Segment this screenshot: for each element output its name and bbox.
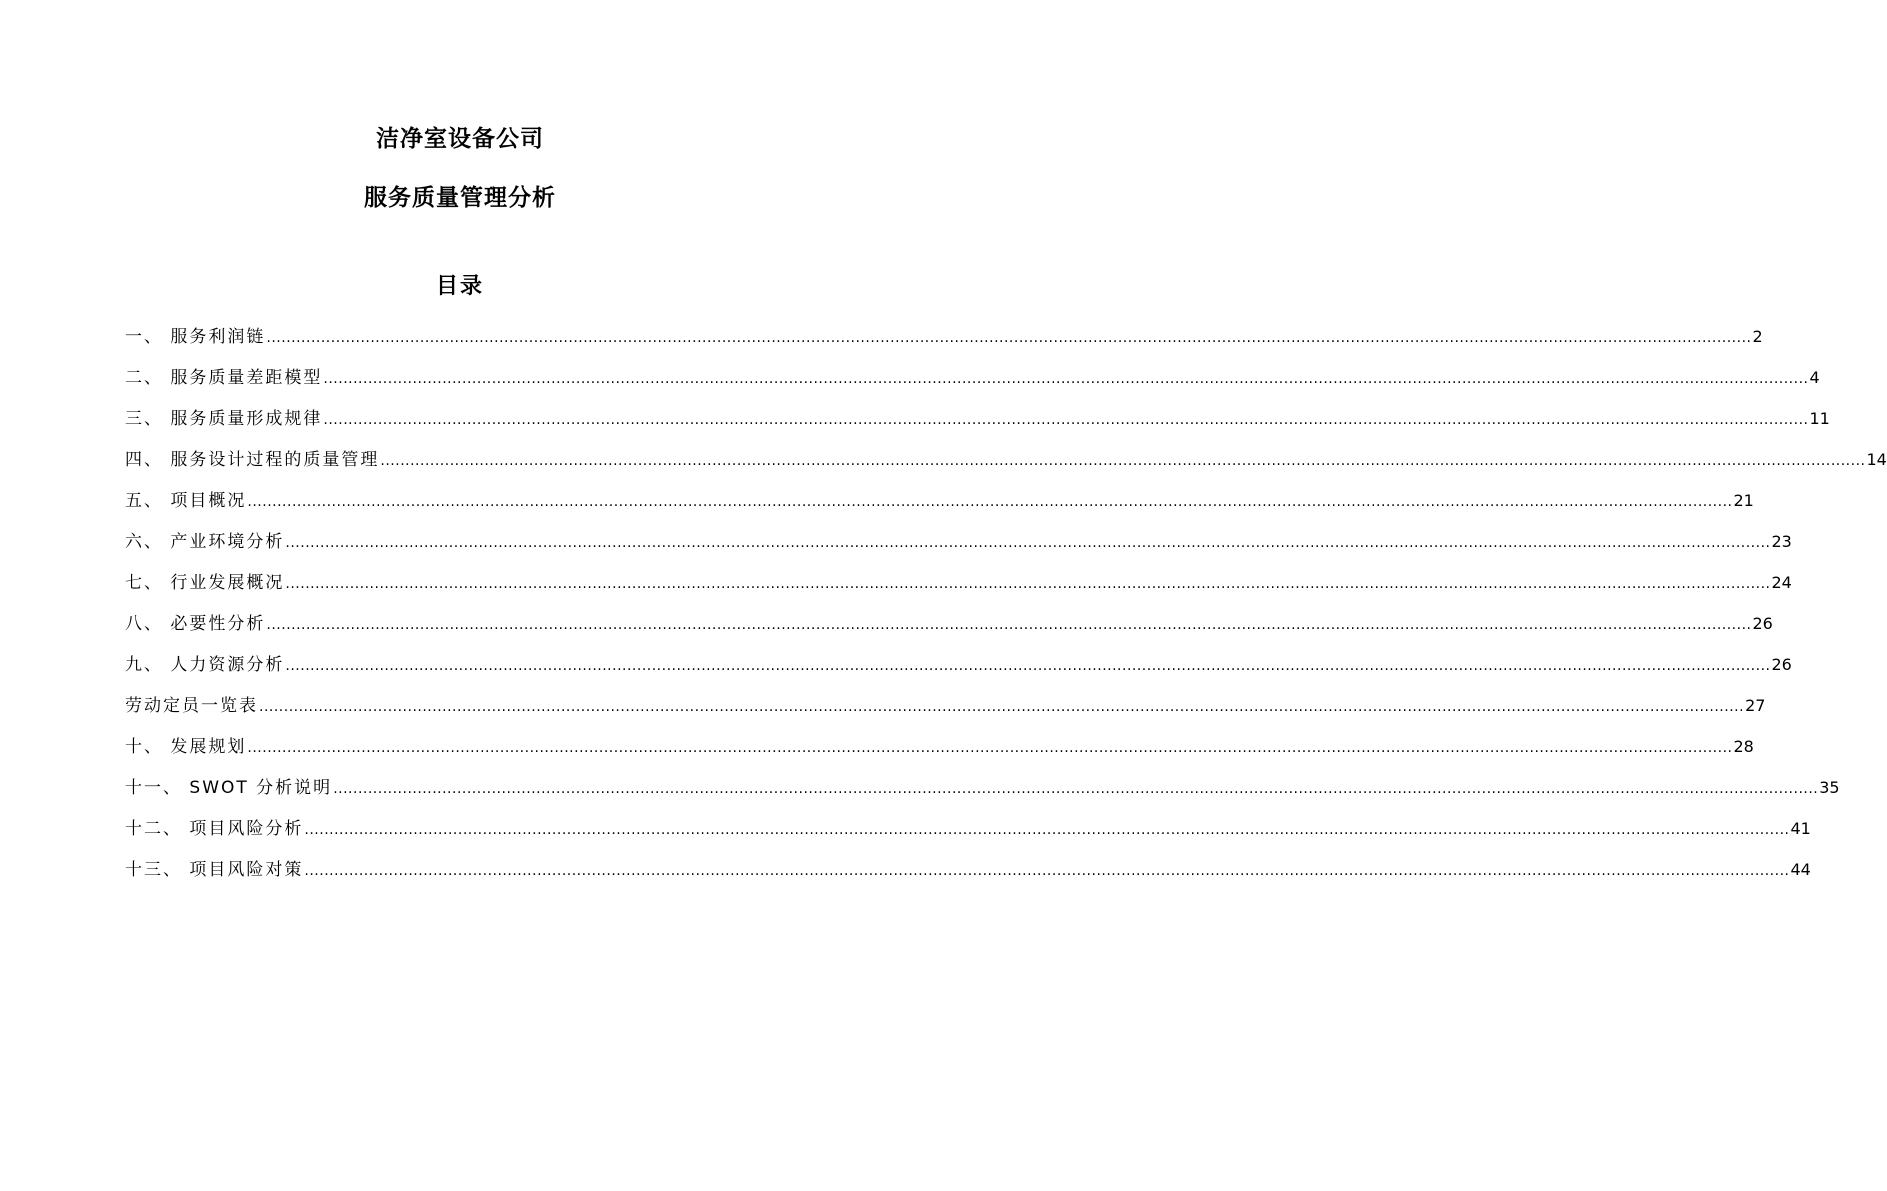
toc-entry-page: 44 — [1790, 860, 1811, 879]
toc-entry-page: 26 — [1771, 655, 1792, 674]
toc-entry-label: 三、 服务质量形成规律 — [125, 409, 323, 429]
toc-entry-label: 劳动定员一览表 — [125, 696, 258, 716]
toc-leader-dots: ............................................................................................................................................................................................................................................................................................................ — [380, 453, 1866, 469]
toc-entry-page: 2 — [1752, 327, 1763, 346]
toc-entry-page: 27 — [1745, 696, 1766, 715]
toc-entry-label: 二、 服务质量差距模型 — [125, 368, 323, 388]
toc-entry-page: 14 — [1866, 450, 1887, 469]
toc-heading: 目录 — [435, 274, 484, 299]
toc-entry-label: 十一、 SWOT 分析说明 — [125, 778, 333, 798]
table-of-contents — [125, 324, 1887, 898]
toc-leader-dots: ............................................................................................................................................................................................................................................................................................................ — [266, 330, 1752, 346]
toc-entry-page: 26 — [1752, 614, 1773, 633]
toc-entry[interactable] — [125, 570, 1792, 611]
toc-leader-dots: ............................................................................................................................................................................................................................................................................................................ — [285, 658, 1771, 674]
toc-entry[interactable] — [125, 734, 1754, 775]
toc-entry-page: 21 — [1733, 491, 1754, 510]
toc-entry-page: 35 — [1819, 778, 1840, 797]
document-title: 洁净室设备公司 — [376, 126, 544, 152]
toc-leader-dots: ............................................................................................................................................................................................................................................................................................................ — [323, 371, 1809, 387]
toc-entry[interactable] — [125, 406, 1830, 447]
toc-leader-dots: ............................................................................................................................................................................................................................................................................................................ — [247, 740, 1733, 756]
toc-entry[interactable] — [125, 775, 1840, 816]
toc-entry-page: 4 — [1809, 368, 1820, 387]
toc-entry[interactable] — [125, 611, 1773, 652]
toc-entry[interactable] — [125, 488, 1754, 529]
toc-entry-page: 28 — [1733, 737, 1754, 756]
toc-leader-dots: ............................................................................................................................................................................................................................................................................................................ — [304, 863, 1790, 879]
toc-leader-dots: ............................................................................................................................................................................................................................................................................................................ — [259, 699, 1745, 715]
toc-entry-label: 六、 产业环境分析 — [125, 532, 285, 552]
toc-entry[interactable] — [125, 652, 1792, 693]
toc-leader-dots: ............................................................................................................................................................................................................................................................................................................ — [333, 781, 1819, 797]
toc-entry-label: 五、 项目概况 — [125, 491, 247, 511]
toc-leader-dots: ............................................................................................................................................................................................................................................................................................................ — [266, 617, 1752, 633]
toc-entry-page: 11 — [1809, 409, 1830, 428]
toc-entry-label: 十三、 项目风险对策 — [125, 860, 304, 880]
toc-entry-label: 十、 发展规划 — [125, 737, 247, 757]
toc-leader-dots: ............................................................................................................................................................................................................................................................................................................ — [285, 535, 1771, 551]
toc-entry-label: 一、 服务利润链 — [125, 327, 266, 347]
toc-leader-dots: ............................................................................................................................................................................................................................................................................................................ — [285, 576, 1771, 592]
toc-entry-label: 四、 服务设计过程的质量管理 — [125, 450, 380, 470]
toc-entry[interactable] — [125, 816, 1811, 857]
toc-entry[interactable] — [125, 447, 1887, 488]
toc-entry-page: 24 — [1771, 573, 1792, 592]
toc-entry[interactable] — [125, 529, 1792, 570]
toc-leader-dots: ............................................................................................................................................................................................................................................................................................................ — [304, 822, 1790, 838]
toc-entry-label: 十二、 项目风险分析 — [125, 819, 304, 839]
toc-entry[interactable] — [125, 693, 1766, 734]
toc-entry[interactable] — [125, 324, 1763, 365]
toc-entry-label: 七、 行业发展概况 — [125, 573, 285, 593]
document-subtitle: 服务质量管理分析 — [364, 185, 556, 211]
toc-leader-dots: ............................................................................................................................................................................................................................................................................................................ — [323, 412, 1809, 428]
toc-entry[interactable] — [125, 857, 1811, 898]
toc-entry-page: 23 — [1771, 532, 1792, 551]
toc-leader-dots: ............................................................................................................................................................................................................................................................................................................ — [247, 494, 1733, 510]
toc-entry[interactable] — [125, 365, 1820, 406]
toc-entry-page: 41 — [1790, 819, 1811, 838]
toc-entry-label: 八、 必要性分析 — [125, 614, 266, 634]
toc-entry-label: 九、 人力资源分析 — [125, 655, 285, 675]
